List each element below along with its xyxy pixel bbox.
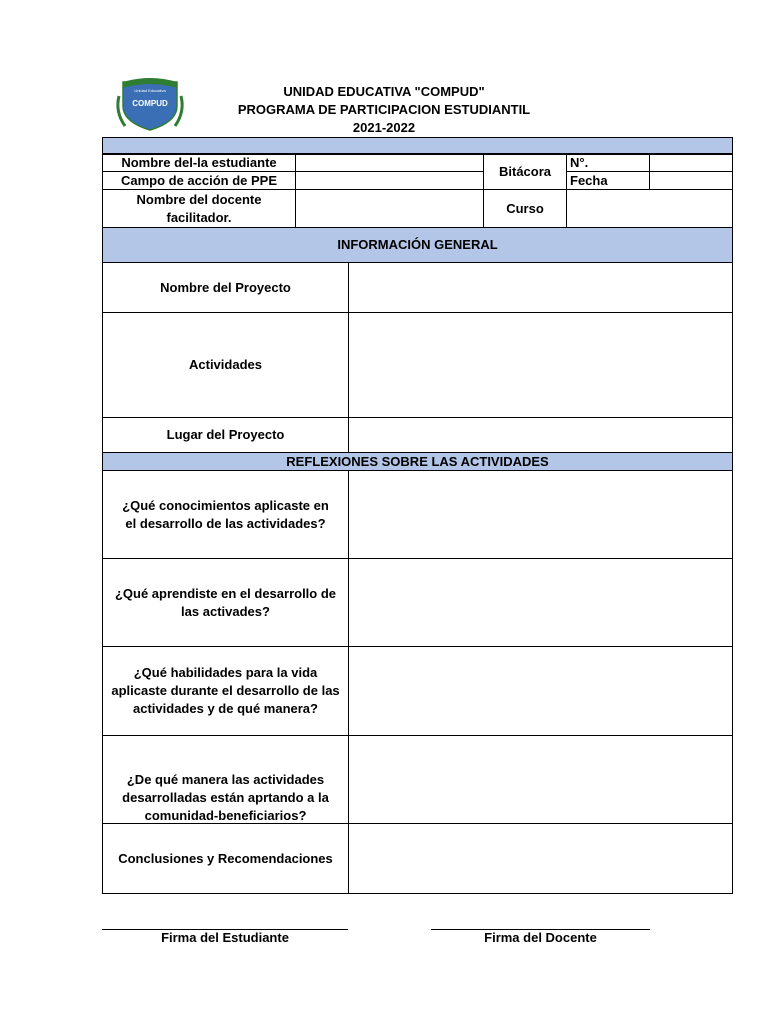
student-name-field[interactable] <box>295 154 484 172</box>
question-1-field[interactable] <box>348 470 733 559</box>
question-2-label: ¿Qué aprendiste en el desarrollo de las activades? <box>102 558 349 647</box>
course-label: Curso <box>483 189 567 228</box>
project-name-field[interactable] <box>348 262 733 313</box>
program-name: PROGRAMA DE PARTICIPACION ESTUDIANTIL <box>237 102 531 117</box>
student-name-label: Nombre del-la estudiante <box>102 154 296 172</box>
question-4-label: ¿De qué manera las actividades desarrolladas están aprtando a la comunidad-beneficiarios? <box>102 735 349 824</box>
conclusions-label: Conclusiones y Recomendaciones <box>102 823 349 894</box>
question-3-label: ¿Qué habilidades para la vida aplicaste durante el desarrollo de las actividades y de qué manera? <box>102 646 349 736</box>
teacher-signature-label: Firma del Docente <box>484 930 597 945</box>
teacher-field[interactable] <box>295 189 484 228</box>
project-place-field[interactable] <box>348 417 733 453</box>
question-2-field[interactable] <box>348 558 733 647</box>
number-field[interactable] <box>649 154 733 172</box>
logo-arc-text: Unidad Educativa <box>134 88 166 93</box>
school-year: 2021-2022 <box>352 120 416 135</box>
conclusions-field[interactable] <box>348 823 733 894</box>
teacher-label: Nombre del docente facilitador. <box>102 189 296 228</box>
activities-field[interactable] <box>348 312 733 418</box>
student-signature-label: Firma del Estudiante <box>161 930 289 945</box>
log-label: Bitácora <box>483 154 567 190</box>
date-label: Fecha <box>566 171 650 190</box>
project-name-label: Nombre del Proyecto <box>102 262 349 313</box>
ppe-field-input[interactable] <box>295 171 484 190</box>
question-3-field[interactable] <box>348 646 733 736</box>
general-info-title: INFORMACIÓN GENERAL <box>102 227 733 263</box>
activities-label: Actividades <box>102 312 349 418</box>
question-1-label: ¿Qué conocimientos aplicaste en el desarrollo de las actividades? <box>102 470 349 559</box>
date-field[interactable] <box>649 171 733 190</box>
course-field[interactable] <box>566 189 733 228</box>
reflections-title: REFLEXIONES SOBRE LAS ACTIVIDADES <box>102 452 733 471</box>
logo-text: COMPUD <box>132 99 168 108</box>
school-name: UNIDAD EDUCATIVA "COMPUD" <box>283 84 485 99</box>
top-blue-band <box>102 137 733 154</box>
project-place-label: Lugar del Proyecto <box>102 417 349 453</box>
number-label: N°. <box>566 154 650 172</box>
ppe-field-label: Campo de acción de PPE <box>102 171 296 190</box>
question-4-field[interactable] <box>348 735 733 824</box>
